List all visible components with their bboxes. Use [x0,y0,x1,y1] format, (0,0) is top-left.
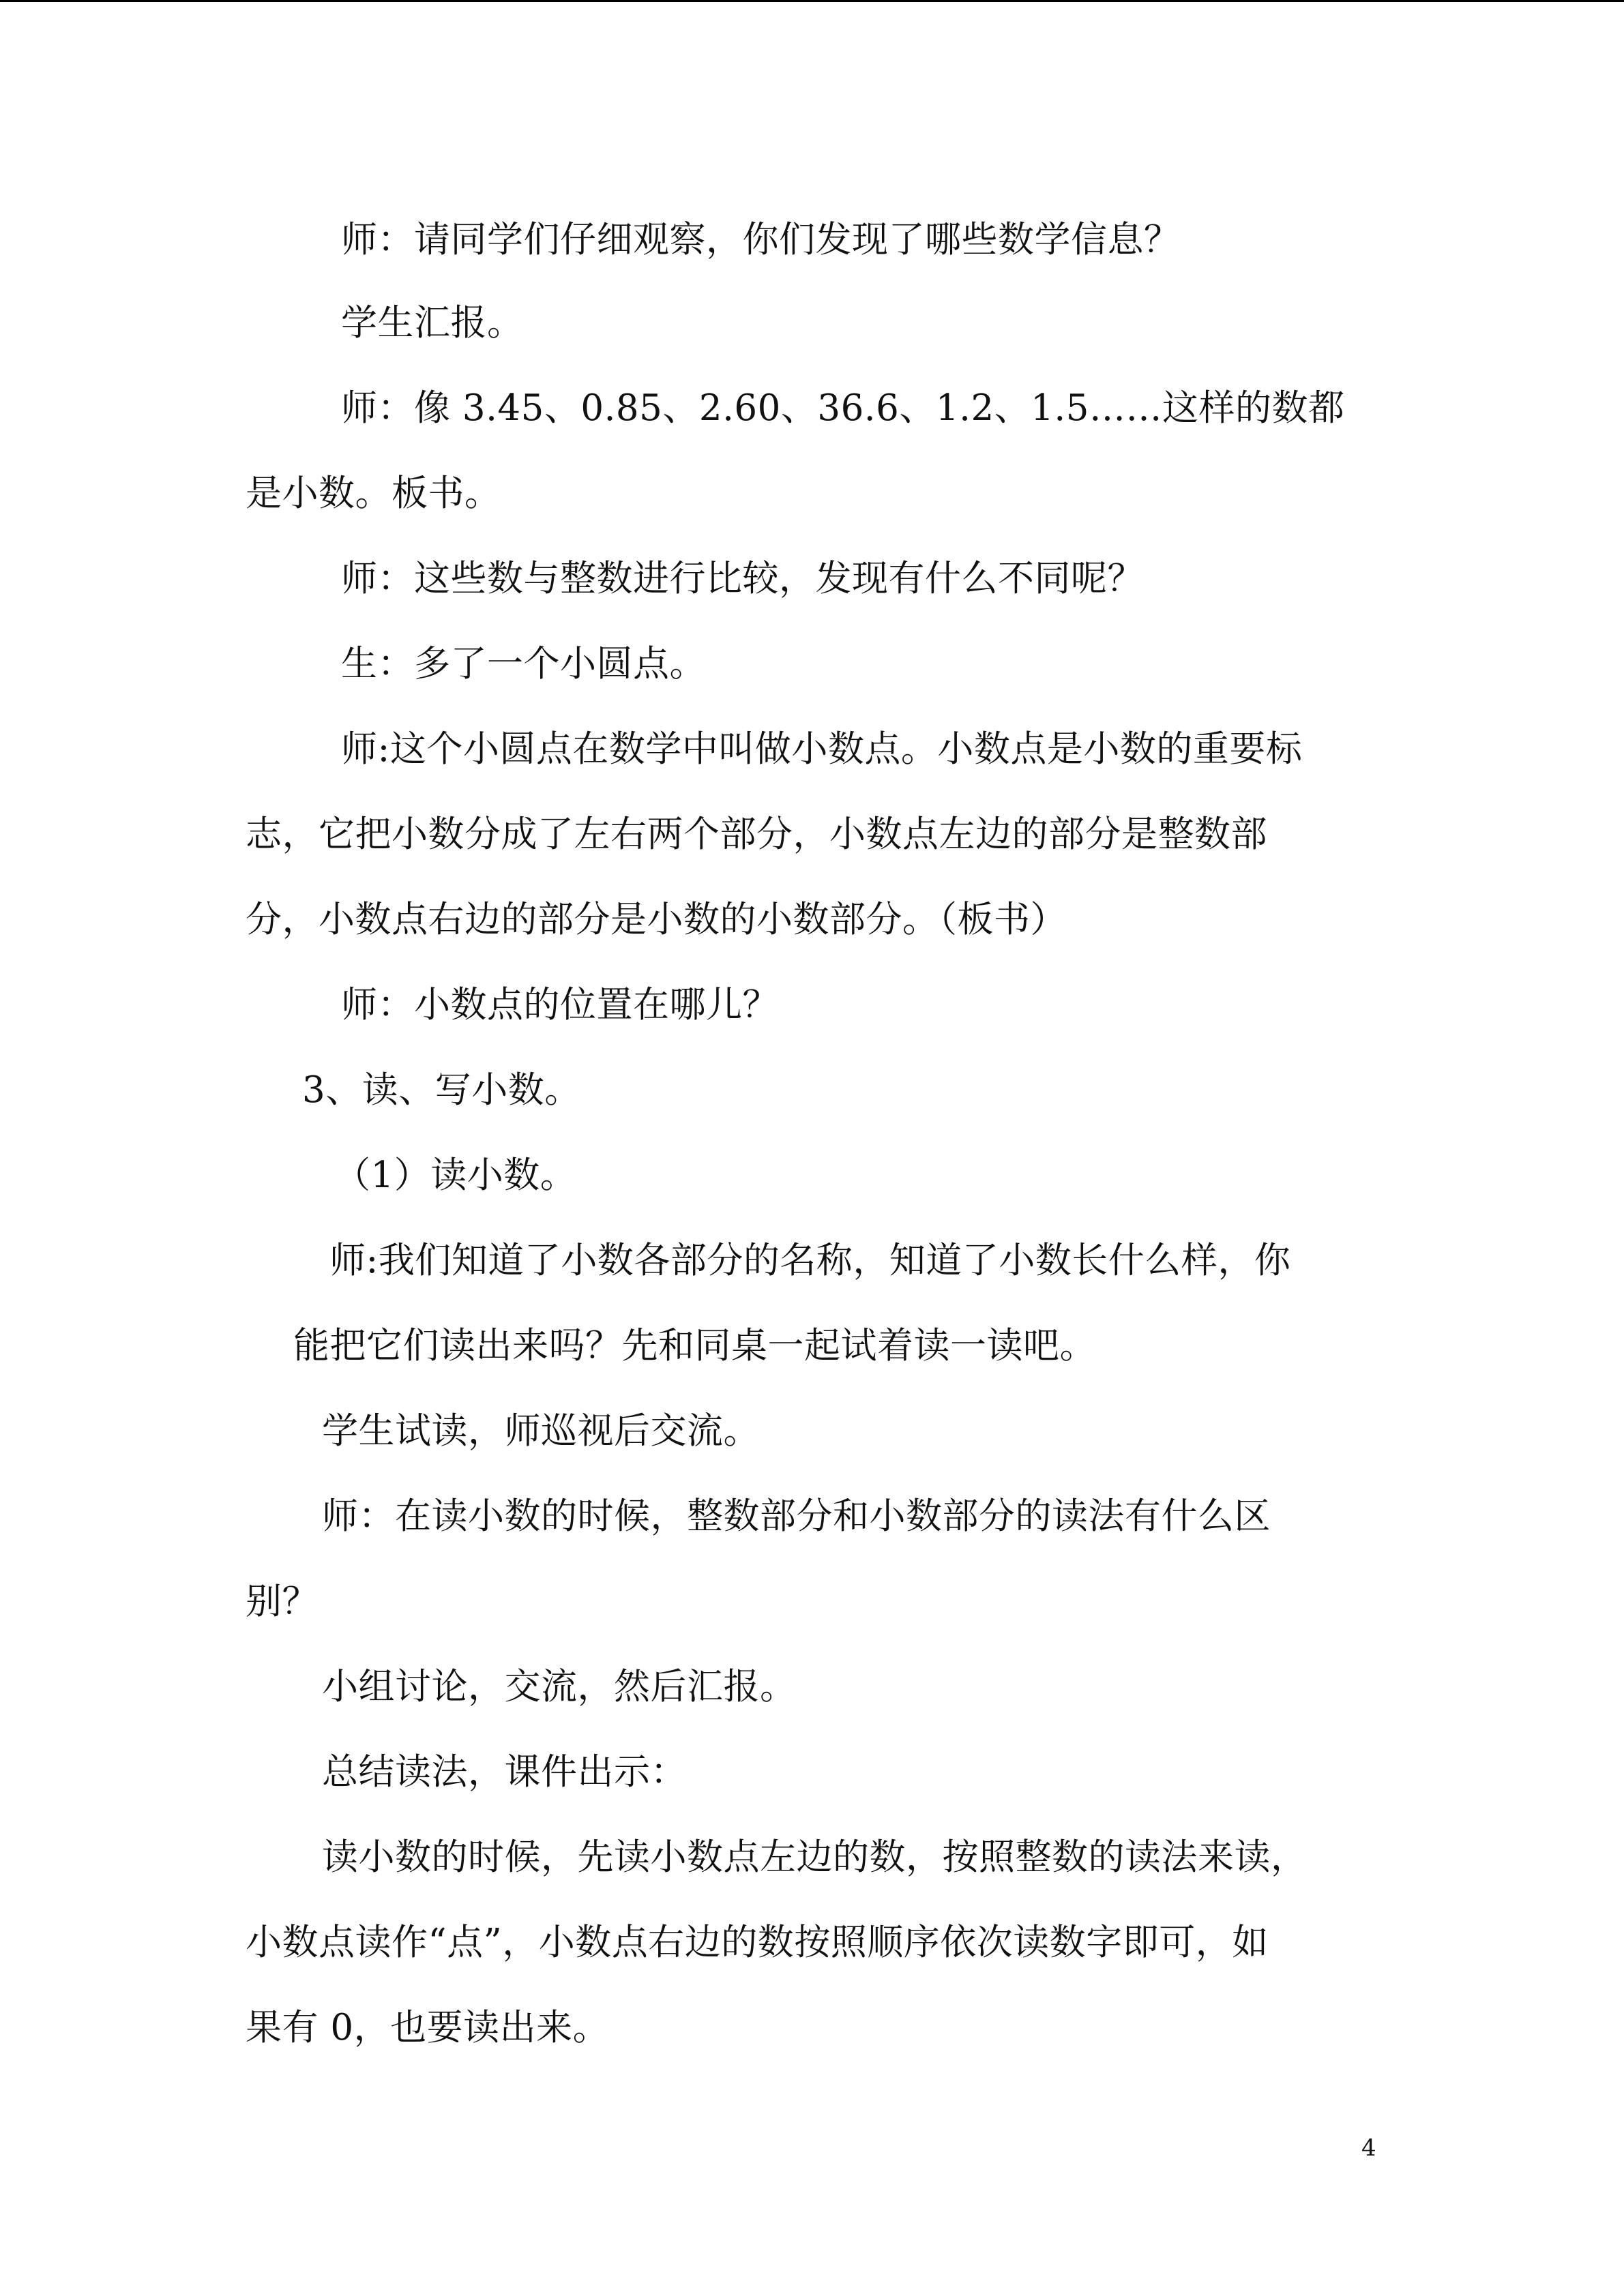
text-line: 学生汇报。 [341,302,524,344]
text-line: 师：请同学们仔细观察，你们发现了哪些数学信息？ [341,219,1181,260]
text-line: 师：像 3.45、0.85、2.60、36.6、1.2、1.5……这样的数都 [341,387,1345,429]
text-line: 志，它把小数分成了左右两个部分，小数点左边的部分是整数部 [246,814,1267,855]
text-line: 师：这些数与整数进行比较，发现有什么不同呢？ [341,558,1144,599]
text-line: 果有 0，也要读出来。 [246,2007,610,2048]
text-line: 小组讨论，交流，然后汇报。 [322,1666,797,1708]
page-number: 4 [1361,2134,1376,2162]
text-line: 别？ [246,1581,319,1622]
top-border-rule [0,0,1624,2]
text-line: 是小数。板书。 [246,473,501,514]
text-line: 师：在读小数的时候，整数部分和小数部分的读法有什么区 [322,1495,1271,1537]
text-line: 学生试读，师巡视后交流。 [322,1410,760,1452]
text-line: 分，小数点右边的部分是小数的小数部分。（板书） [246,899,1067,940]
text-line: 师：小数点的位置在哪儿？ [341,984,779,1026]
section-heading: 3、读、写小数。 [302,1069,581,1111]
text-line: 小数点读作“点”，小数点右边的数按照顺序依次读数字即可，如 [246,1922,1269,1963]
subsection-heading: （1）读小数。 [334,1154,577,1196]
text-line: 生：多了一个小圆点。 [341,643,706,685]
text-line: 师:我们知道了小数各部分的名称，知道了小数长什么样，你 [329,1240,1291,1281]
text-line: 总结读法，课件出示： [322,1751,687,1793]
text-line: 读小数的时候，先读小数点左边的数，按照整数的读法来读， [322,1836,1308,1878]
text-line: 能把它们读出来吗？先和同桌一起试着读一读吧。 [293,1325,1096,1367]
text-line: 师:这个小圆点在数学中叫做小数点。小数点是小数的重要标 [341,728,1303,770]
